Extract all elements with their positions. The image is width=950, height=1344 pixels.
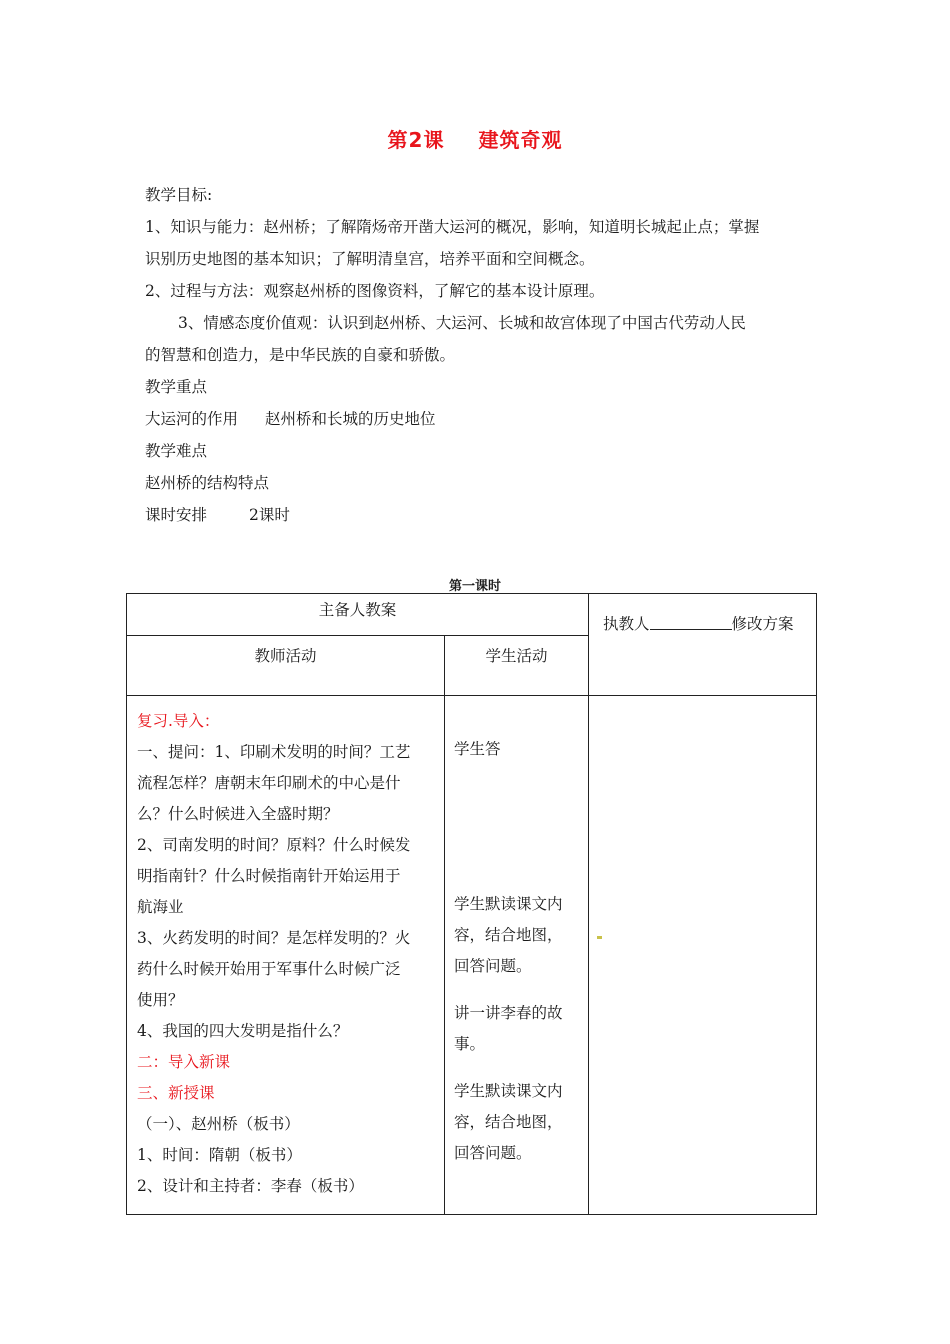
review-heading: 复习.导入： bbox=[137, 712, 220, 730]
teacher-line: 4、我国的四大发明是指什么？ bbox=[137, 1022, 349, 1040]
teacher-activity-cell bbox=[127, 696, 445, 1215]
objective-3-line-2: 的智慧和创造力，是中华民族的自豪和骄傲。 bbox=[145, 346, 456, 364]
difficulty-text: 赵州桥的结构特点 bbox=[145, 474, 270, 492]
schedule-label: 课时安排 bbox=[145, 506, 208, 524]
difficulty-label: 教学难点 bbox=[145, 442, 208, 460]
teacher-line: 航海业 bbox=[137, 898, 184, 916]
executor-cell bbox=[589, 594, 817, 696]
key-point-canal: 大运河的作用 bbox=[145, 410, 239, 428]
lesson-number: 第2课 bbox=[387, 128, 445, 152]
teacher-line: 2、司南发明的时间？原料？什么时候发 bbox=[137, 836, 411, 854]
schedule bbox=[145, 505, 290, 525]
teacher-line: （一）、赵州桥（板书） bbox=[137, 1115, 300, 1133]
executor-blank bbox=[650, 613, 732, 630]
objective-2: 2、过程与方法：观察赵州桥的图像资料，了解它的基本设计原理。 bbox=[145, 282, 605, 300]
revision-cell bbox=[589, 696, 817, 1215]
objective-3-line-1: 3、情感态度价值观：认识到赵州桥、大运河、长城和故宫体现了中国古代劳动人民 bbox=[178, 314, 746, 332]
student-reading-1: 学生默读课文内 容，结合地图， 回答问题。 bbox=[454, 895, 563, 975]
session-title: 第一课时 bbox=[448, 579, 501, 594]
objective-1-line-2: 识别历史地图的基本知识；了解明清皇宫，培养平面和空间概念。 bbox=[145, 250, 595, 268]
teacher-activity-header: 教师活动 bbox=[127, 636, 445, 696]
key-points bbox=[145, 409, 436, 429]
schedule-value: 2课时 bbox=[249, 506, 290, 524]
executor-label: 执教人 bbox=[603, 615, 650, 633]
teacher-line: 么？什么时候进入全盛时期？ bbox=[137, 805, 339, 823]
teacher-line: 3、火药发明的时间？是怎样发明的？火 bbox=[137, 929, 411, 947]
lesson-topic: 建筑奇观 bbox=[478, 128, 563, 152]
student-reading-2: 学生默读课文内 容，结合地图， 回答问题。 bbox=[454, 1082, 563, 1162]
student-activity-header: 学生活动 bbox=[445, 636, 589, 696]
teacher-line: 药什么时候开始用于军事什么时候广泛 bbox=[137, 960, 401, 978]
new-lesson-heading: 二：导入新课 bbox=[137, 1053, 231, 1071]
student-answer: 学生答 bbox=[454, 740, 501, 758]
objectives-label: 教学目标: bbox=[145, 186, 213, 204]
teacher-line: 1、时间：隋朝（板书） bbox=[137, 1146, 302, 1164]
objective-1-line-1: 1、知识与能力：赵州桥；了解隋炀帝开凿大运河的概况，影响，知道明长城起止点；掌握 bbox=[145, 218, 760, 236]
key-points-label: 教学重点 bbox=[145, 378, 208, 396]
lesson-plan-table bbox=[126, 593, 817, 1215]
teacher-line: 2、设计和主持者：李春（板书） bbox=[137, 1177, 364, 1195]
main-plan-header: 主备人教案 bbox=[127, 594, 589, 636]
page-title bbox=[0, 124, 950, 153]
teacher-line: 一、提问：1、印刷术发明的时间？工艺 bbox=[137, 743, 411, 761]
teacher-line: 使用？ bbox=[137, 991, 184, 1009]
teaching-heading: 三、新授课 bbox=[137, 1084, 215, 1102]
teacher-line: 明指南针？什么时候指南针开始运用于 bbox=[137, 867, 401, 885]
revision-label: 修改方案 bbox=[731, 615, 794, 633]
teacher-line: 流程怎样？唐朝末年印刷术的中心是什 bbox=[137, 774, 401, 792]
key-point-history: 赵州桥和长城的历史地位 bbox=[265, 410, 436, 428]
edit-mark bbox=[597, 936, 602, 939]
student-activity-cell bbox=[445, 696, 589, 1215]
student-story: 讲一讲李春的故 事。 bbox=[454, 1004, 563, 1053]
